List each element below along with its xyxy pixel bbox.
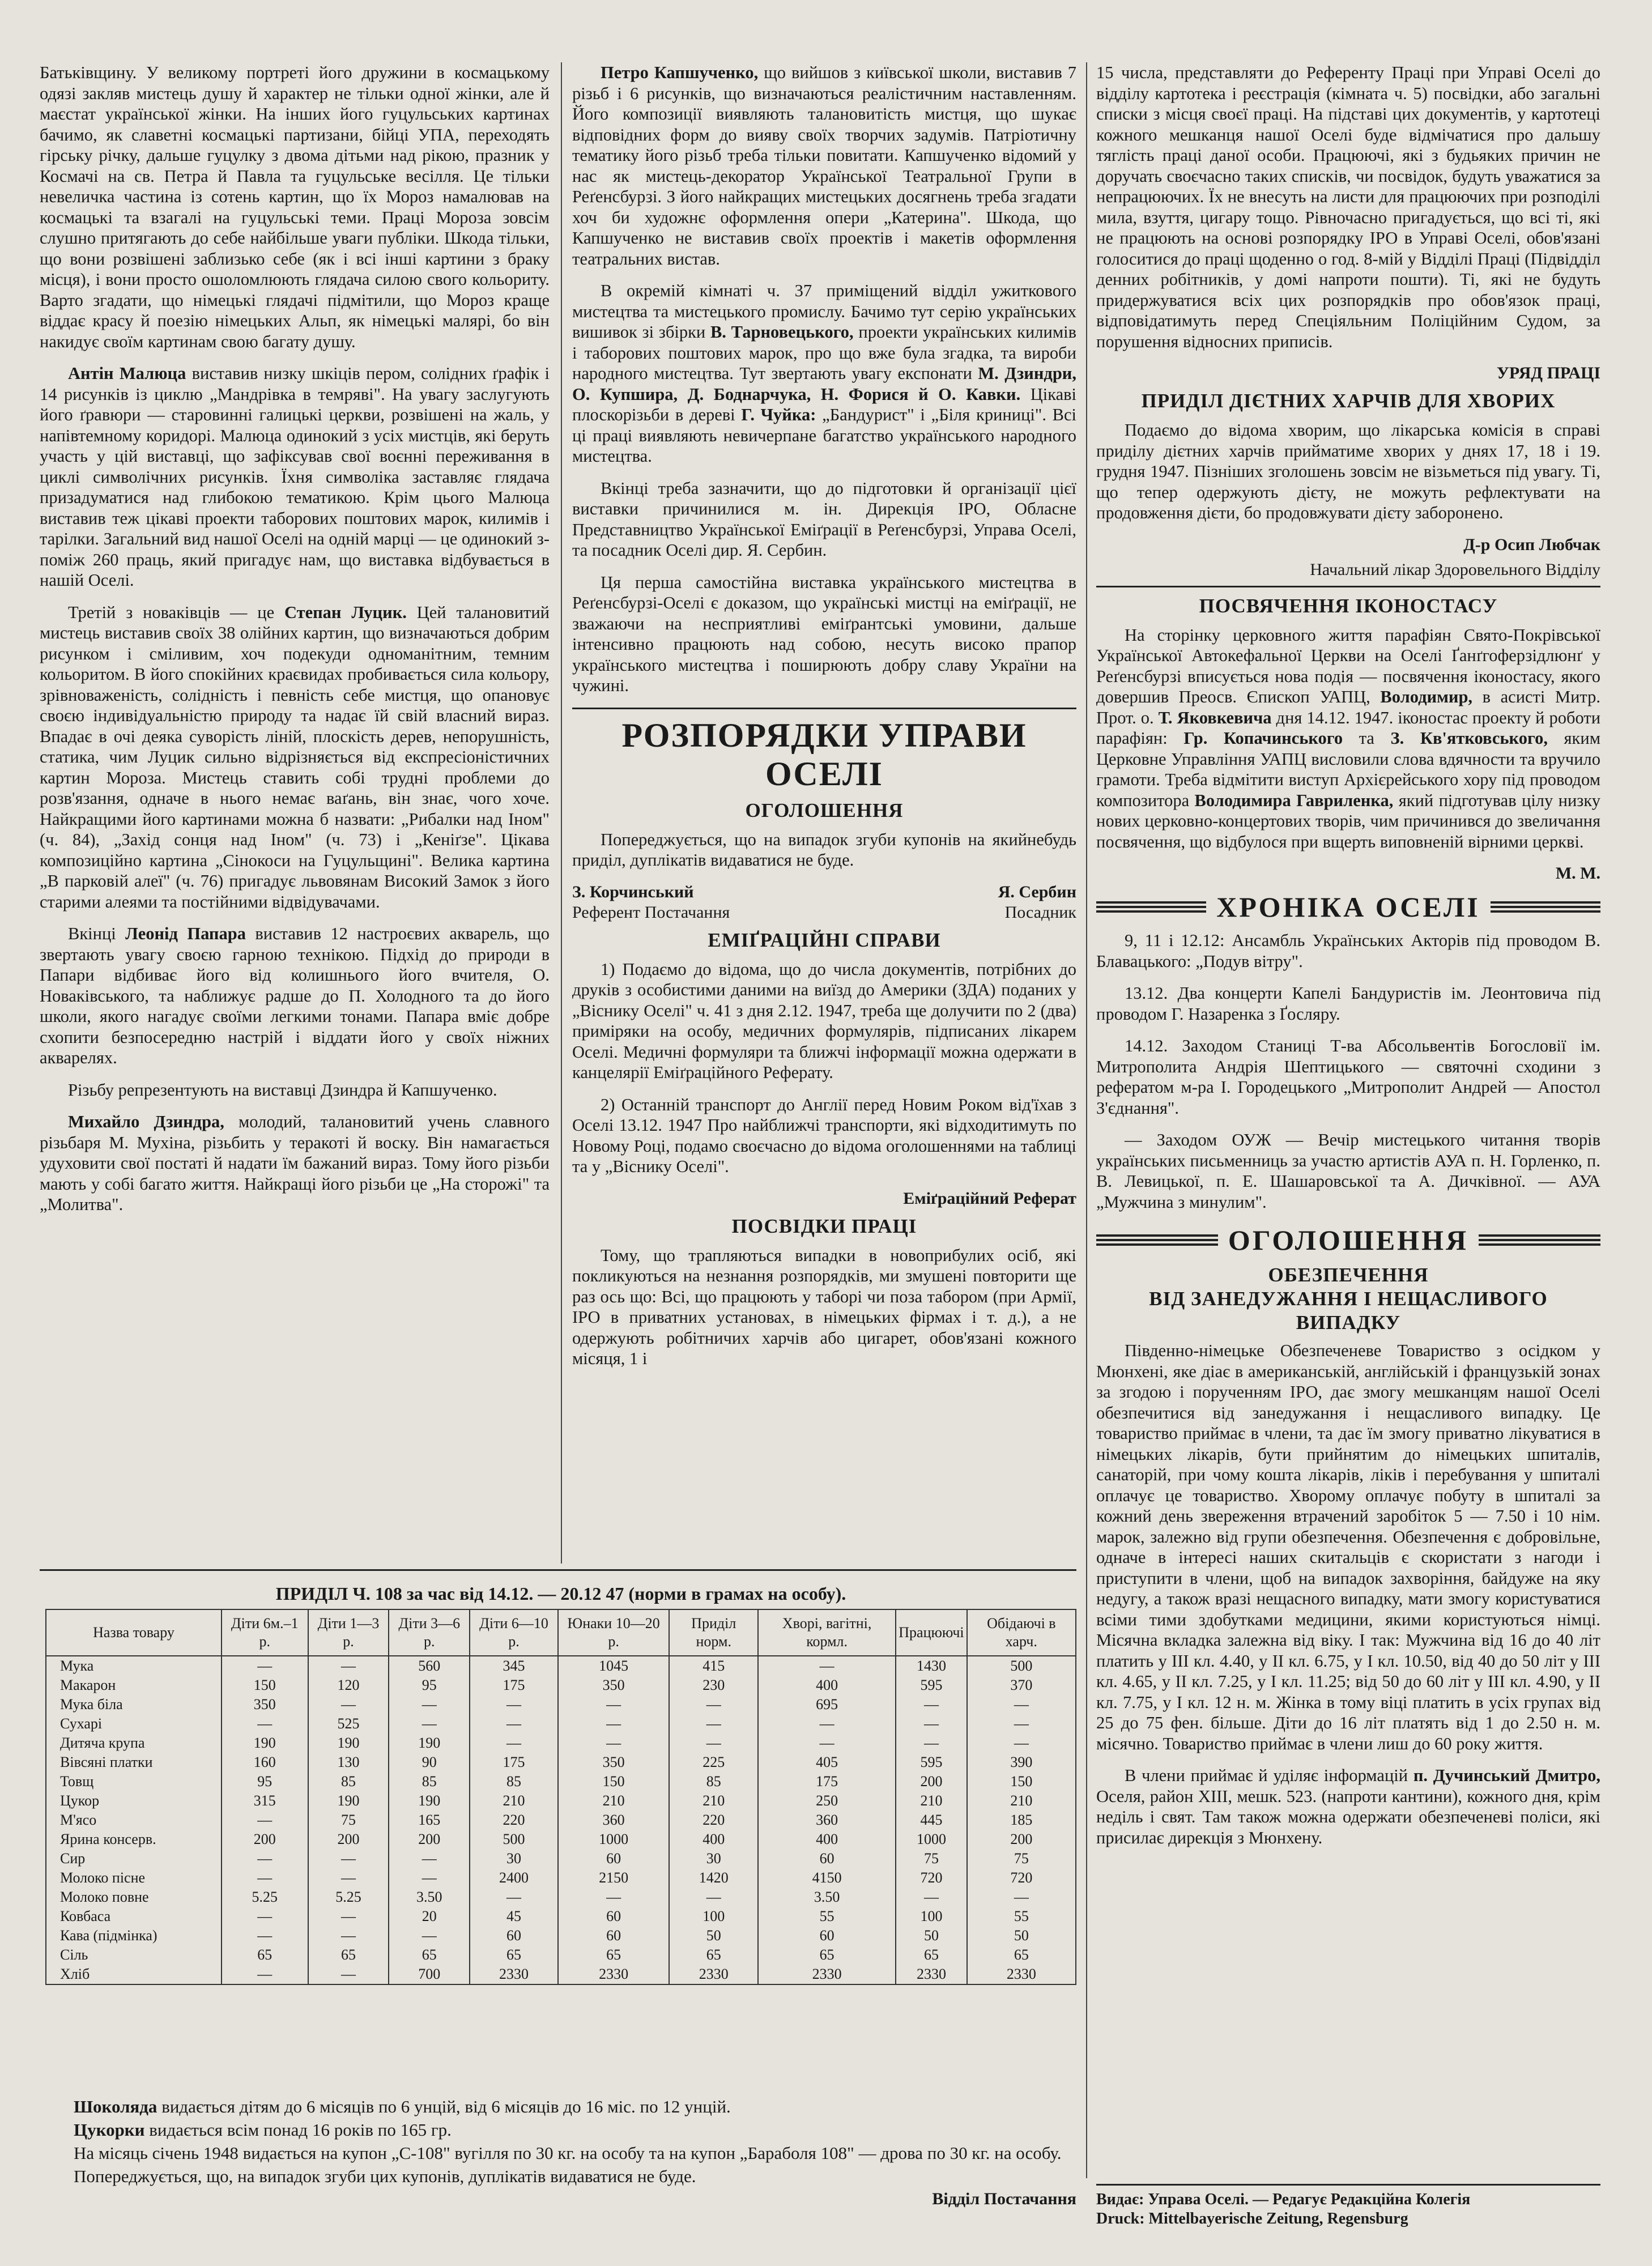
ration-cell: 60 — [558, 1907, 670, 1926]
banner-stripes — [1479, 1234, 1600, 1246]
product-name-cell: Дитяча крупа — [46, 1733, 222, 1753]
ration-cell: 60 — [758, 1926, 896, 1945]
banner-title: ОГОЛОШЕННЯ — [1228, 1224, 1469, 1256]
ration-cell: 45 — [470, 1907, 558, 1926]
table-row — [46, 1907, 1076, 1926]
article-paragraph: Різьбу репрезентують на виставці Дзиндра й Капшученко. — [68, 1080, 497, 1100]
product-name-cell: Ярина консерв. — [46, 1830, 222, 1849]
product-name-cell: Макарон — [46, 1676, 222, 1695]
ration-cell: — — [222, 1965, 308, 1984]
ration-cell: — — [308, 1849, 389, 1868]
column-2 — [572, 62, 1076, 1381]
table-row — [46, 1733, 1076, 1753]
ration-cell: — — [222, 1811, 308, 1830]
ration-cell: 60 — [558, 1849, 670, 1868]
ration-cell: — — [669, 1695, 758, 1714]
table-header-cell: Назва товару — [46, 1609, 222, 1656]
ration-cell: — — [389, 1926, 470, 1945]
table-title: ПРИДІЛ Ч. 108 за час від 14.12. — 20.12 47 (норми в грамах на особу). — [275, 1583, 846, 1604]
ration-cell: — — [308, 1926, 389, 1945]
artist-name: Петро Капшученко, — [601, 63, 759, 82]
ration-cell: 3.50 — [389, 1888, 470, 1907]
table-row — [46, 1849, 1076, 1868]
ration-cell: — — [558, 1888, 670, 1907]
announcement-paragraph: Тому, що трапляються випадки в новоприбулих осіб, які покликуються на незнання розпорядків, ми змушені повторити ще раз ось що: Всі, що працюють у таборі чи поза табором (при Армії, ІРО в приватних установах, в німецьких фірмах і т. д.), а не одержують робітничих харчів або цигарет, обов'язані кожного місяця, 1 і — [572, 1245, 1076, 1368]
ration-cell: 210 — [896, 1791, 966, 1811]
artist-name: Степан Луцик. — [284, 602, 407, 622]
product-name-cell: Хліб — [46, 1965, 222, 1984]
ration-cell: 1430 — [896, 1656, 966, 1676]
ration-cell: 1420 — [669, 1868, 758, 1888]
note-line: Попереджується, що, на випадок згуби цих купонів, дуплікатів видаватися не буде. — [74, 2166, 696, 2186]
table-row — [46, 1945, 1076, 1965]
table-row — [46, 1888, 1076, 1907]
section-title: ПОСВЯЧЕННЯ ІКОНОСТАСУ — [1199, 594, 1498, 617]
ration-cell: 50 — [967, 1926, 1076, 1945]
ration-cell: — — [558, 1714, 670, 1733]
table-header-cell: Діти 6—10 р. — [470, 1609, 558, 1656]
ration-cell: 95 — [222, 1772, 308, 1791]
ration-cell: 165 — [389, 1811, 470, 1830]
ration-cell: 720 — [967, 1868, 1076, 1888]
signature: М. М. — [1555, 864, 1600, 883]
ration-cell: — — [669, 1733, 758, 1753]
ad-paragraph: Південно-німецьке Обезпеченеве Товариство з осідком у Мюнхені, яке діає в американській, англійській і французькій зонах за згодою і порученням ІРО, дає змогу мешканцям нашої Оселі обезпечитися від занедужання і нещасливого випадку. Це товариство приймає в члени, та дає їм змогу приватно лікуватися в німецьких лікарів, бути прийнятим до німецьких шпиталів, санаторій, при чому кошта лікарів, ліків і перебування у шпиталі оплачує це товариство. Хворому оплачує побуту в шпиталі за кожний день звереження втрачений заробіток 5 — 7.50 і 10 нім. марок, залежно від групи обезпечення. Обезпечення є добровільне, одначе в інтересі наших скитальців є скористати з нагоди і приступити в члени, щоб на випадок захворіння, байдуже на яку недугу, а також вразі нещасного випадку, мати змогу користуватися всіми тими здобутками медицини, якими користуються німці. Місячна вкладка залежна від віку. І так: Мужчина від 16 до 40 літ платить у III кл. 4.40, у II кл. 6.75, у I кл. 10.50, від 40 до 50 літ у III кл. 4.65, у II кл. 7.25, у I кл. 11.25; від 50 до 60 літ у III кл. 4.90, у II кл. 7.75, у I кл. 12 н. м. Жінка в тому віці платить в усіх групах від 25 до 75 фен. більше. Діти до 16 літ платять від 1 до 2.50 н. м. місячно. Товариство приймає в члени лиш до 60 року життя. — [1096, 1341, 1600, 1753]
ration-cell: — — [222, 1656, 308, 1676]
ration-cell: — — [389, 1849, 470, 1868]
ration-cell: 60 — [758, 1849, 896, 1868]
ration-cell: 150 — [222, 1676, 308, 1695]
ration-cell: 210 — [967, 1791, 1076, 1811]
ration-cell: 175 — [470, 1676, 558, 1695]
ration-cell: 720 — [896, 1868, 966, 1888]
table-row — [46, 1714, 1076, 1733]
table-row — [46, 1695, 1076, 1714]
ration-cell: — — [967, 1695, 1076, 1714]
ration-cell: — — [222, 1907, 308, 1926]
note-line: Шоколяда видається дітям до 6 місяців по 6 унцій, від 6 місяців до 16 міс. по 12 унцій. — [74, 2097, 731, 2116]
table-body — [46, 1656, 1076, 1984]
table-top-rule — [40, 1569, 1076, 1571]
ration-cell: 190 — [389, 1791, 470, 1811]
table-row — [46, 1926, 1076, 1945]
ration-cell: 5.25 — [222, 1888, 308, 1907]
ration-cell: 160 — [222, 1753, 308, 1772]
ration-cell: 2330 — [470, 1965, 558, 1984]
ration-cell: — — [967, 1888, 1076, 1907]
ration-cell: — — [669, 1888, 758, 1907]
ration-cell: — — [222, 1926, 308, 1945]
product-name-cell: М'ясо — [46, 1811, 222, 1830]
product-name-cell: Сир — [46, 1849, 222, 1868]
ration-cell: 1045 — [558, 1656, 670, 1676]
ration-cell: 350 — [558, 1753, 670, 1772]
section-divider — [572, 708, 1076, 709]
ration-cell: 400 — [758, 1676, 896, 1695]
column-divider — [1086, 62, 1087, 2178]
ration-cell: 75 — [308, 1811, 389, 1830]
product-name-cell: Вівсяні платки — [46, 1753, 222, 1772]
banner-title: ХРОНІКА ОСЕЛІ — [1216, 891, 1480, 923]
table-row — [46, 1965, 1076, 1984]
ration-cell: 150 — [558, 1772, 670, 1791]
product-name-cell: Сіль — [46, 1945, 222, 1965]
article-paragraph: Вкінці треба зазначити, що до підготовки й організації цієї виставки причинилися м. ін. Дирекція ІРО, Обласне Представництво Української Еміґрації в Реґенсбурзі, Управа Оселі, та посадник Оселі дир. Я. Сербин. — [572, 478, 1076, 560]
ration-cell: 90 — [389, 1753, 470, 1772]
ration-cell: 210 — [558, 1791, 670, 1811]
ration-cell: 350 — [558, 1676, 670, 1695]
ration-cell: 185 — [967, 1811, 1076, 1830]
article-paragraph: Ця перша самостійна виставка українського мистецтва в Реґенсбурзі-Оселі є доказом, що українські мистці на еміґрації, не зважаючи на несприятливі еміґрантські умовини, дальше інтенсивно працюють над собою, несуть високо прапор українського мистецтва і поширюють добру славу України на чужині. — [572, 572, 1076, 695]
announcement-paragraph: 2) Останній транспорт до Англії перед Новим Роком від'їхав з Оселі 13.12. 1947 Про найближчі транспорти, які відходитимуть по Новому Році, подамо своєчасно до відома оголошеннями на таблиці та у „Віснику Оселі". — [572, 1094, 1076, 1176]
ration-cell: 65 — [308, 1945, 389, 1965]
announcement-paragraph: 1) Подаємо до відома, що до числа документів, потрібних до друків з особистими даними на виїзд до Америки (ЗДА) поданих у „Віснику Оселі" ч. 41 з дня 2.12. 1947, треба ще долучити по 2 (два) приміряки на особу, медичних формулярів, підписаних лікарем Оселі. Медичні формуляри та ближчі інформації можна одержати в канцелярії Еміґраційного Реферату. — [572, 959, 1076, 1082]
imprint — [1096, 2184, 1600, 2229]
ration-cell: — — [758, 1714, 896, 1733]
ration-cell: — — [470, 1714, 558, 1733]
ration-cell: — — [558, 1733, 670, 1753]
artist-name: Леонід Папара — [125, 924, 246, 943]
product-name-cell: Молоко пісне — [46, 1868, 222, 1888]
section-title: ОГОЛОШЕННЯ — [745, 799, 904, 821]
article-paragraph: На сторінку церковного життя парафіян Свято-Покрівської Української Автокефальної Церкви на Оселі Ґанґгоферзідлюнґ у Реґенсбурзі вписується нова подія — посвячення іконостасу, якого довершив Преосв. Єпископ УАПЦ, Володимир, в асисті Митр. Прот. о. Т. Яковкевича дня 14.12. 1947. іконостас проекту й роботи парафіян: Гр. Копачинського та З. Кв'ятковського, яким Церковне Управління УАПЦ висловили слова вдячности та вручило грамоти. Треба відмітити виступ Архієрейського хору під проводом композитора Володимира Гавриленка, який підготував цілу низку нових церковно-концертових творів, чим причинився до звеличання посвячення, що відбулося при вщерть виповненій вірними церкві. — [1096, 625, 1601, 851]
table-row — [46, 1830, 1076, 1849]
ration-cell: 55 — [758, 1907, 896, 1926]
ration-cell: 190 — [389, 1733, 470, 1753]
table-header-cell: Обідаючі в харч. — [967, 1609, 1076, 1656]
product-name-cell: Цукор — [46, 1791, 222, 1811]
table-row — [46, 1791, 1076, 1811]
ration-cell: 190 — [308, 1791, 389, 1811]
ration-cell: — — [470, 1695, 558, 1714]
ration-cell: — — [758, 1733, 896, 1753]
table-header-cell: Діти 6м.–1 р. — [222, 1609, 308, 1656]
ration-cell: 2400 — [470, 1868, 558, 1888]
banner-stripes — [1096, 1234, 1218, 1246]
ration-table-block — [45, 1583, 1076, 1985]
ration-cell: 85 — [669, 1772, 758, 1791]
ration-cell: 100 — [896, 1907, 966, 1926]
ration-cell: 400 — [758, 1830, 896, 1849]
product-name-cell: Ковбаса — [46, 1907, 222, 1926]
note-line: На місяць січень 1948 видається на купон „С-108" вугілля по 30 кг. на особу та на купон „Бараболя 108" — дрова по 30 кг. на особу. — [74, 2143, 1062, 2163]
signature: УРЯД ПРАЦІ — [1496, 364, 1600, 382]
imprint-line: Druck: Mittelbayerische Zeitung, Regensburg — [1096, 2210, 1408, 2227]
ration-cell: 60 — [470, 1926, 558, 1945]
ration-cell: 30 — [669, 1849, 758, 1868]
ration-cell: 200 — [389, 1830, 470, 1849]
product-name-cell: Мука біла — [46, 1695, 222, 1714]
table-header-cell: Працюючі — [896, 1609, 966, 1656]
ration-cell: 595 — [896, 1753, 966, 1772]
ration-cell: — — [896, 1714, 966, 1733]
article-paragraph: В окремій кімнаті ч. 37 приміщений відділ ужиткового мистецтва та мистецького промислу. Бачимо тут серію українських вишивок зі збірки В. Тарновецького, проекти українських килимів і таборових поштових марок, про що вже була згадка, та вироби народного мистецтва. Тут звертають увагу експонати М. Дзиндри, О. Купшира, Д. Боднарчука, Н. Форися й О. Кавки. Цікаві плоскорізьби в дереві Г. Чуйка: „Бандурист" і „Біля криниці". Всі ці праці виявляють невичерпане багатство українського народного мистецтва. — [572, 281, 1077, 466]
ration-cell: 3.50 — [758, 1888, 896, 1907]
ration-cell: 2150 — [558, 1868, 670, 1888]
ration-cell: 360 — [558, 1811, 670, 1830]
ration-cell: — — [896, 1888, 966, 1907]
ration-cell: 250 — [758, 1791, 896, 1811]
ration-cell: 55 — [967, 1907, 1076, 1926]
ration-cell: 150 — [967, 1772, 1076, 1791]
ration-cell: 50 — [669, 1926, 758, 1945]
section-headline: РОЗПОРЯДКИ УПРАВИ ОСЕЛІ — [621, 716, 1027, 793]
ration-cell: 415 — [669, 1656, 758, 1676]
ration-cell: 695 — [758, 1695, 896, 1714]
ration-cell: 65 — [389, 1945, 470, 1965]
ration-cell: 175 — [470, 1753, 558, 1772]
table-row — [46, 1868, 1076, 1888]
chronicle-item: — Заходом ОУЖ — Вечір мистецького читання творів українських письменниць за участю артистів АУА п. Н. Горленко, п. В. Левицької, п. Е. Шашаровської та А. Дичківної. — АУА „Мужчина з минулим". — [1096, 1130, 1600, 1212]
chronicle-item: 13.12. Два концерти Капелі Бандуристів ім. Леонтовича під проводом Г. Назаренка з Ґосляру. — [1096, 983, 1600, 1024]
ration-cell: — — [758, 1656, 896, 1676]
ad-title: ОБЕЗПЕЧЕННЯ — [1268, 1264, 1429, 1286]
announcement-paragraph: Попереджується, що на випадок згуби купонів на якийнебудь приділ, дуплікатів видаватися не буде. — [572, 829, 1076, 870]
ration-cell: — — [308, 1695, 389, 1714]
banner-stripes — [1096, 901, 1206, 913]
ration-cell: 50 — [896, 1926, 966, 1945]
ration-cell: 220 — [669, 1811, 758, 1830]
ad-paragraph: В члени приймає й уділяє інформацій п. Дучинський Дмитро, Оселя, район XIII, мешк. 523. (напроти кантини), кожного дня, крім неділь і свят. Там також можна одержати обезпеченеві поліси, які присилає дирекція з Мюнхену. — [1096, 1766, 1600, 1847]
ration-cell: 2330 — [669, 1965, 758, 1984]
table-row — [46, 1772, 1076, 1791]
ration-cell: 65 — [558, 1945, 670, 1965]
ration-cell: — — [967, 1714, 1076, 1733]
ration-cell: 500 — [470, 1830, 558, 1849]
ration-cell: 595 — [896, 1676, 966, 1695]
ration-cell: 65 — [967, 1945, 1076, 1965]
ration-cell: 315 — [222, 1791, 308, 1811]
product-name-cell: Кава (підмінка) — [46, 1926, 222, 1945]
ration-cell: 85 — [308, 1772, 389, 1791]
ration-cell: 130 — [308, 1753, 389, 1772]
ration-cell: 390 — [967, 1753, 1076, 1772]
ration-cell: — — [558, 1695, 670, 1714]
table-header-cell: Приділ норм. — [669, 1609, 758, 1656]
chronicle-item: 9, 11 і 12.12: Ансамбль Українських Акторів під проводом В. Блавацького: „Подув вітру". — [1096, 931, 1600, 971]
ration-cell: — — [896, 1733, 966, 1753]
ration-cell: 190 — [222, 1733, 308, 1753]
ration-cell: — — [389, 1695, 470, 1714]
signature-role: Начальний лікар Здоровельного Відділу — [1310, 560, 1600, 579]
chronicle-banner — [1096, 891, 1600, 923]
signature: Відділ Постачання — [932, 2190, 1076, 2208]
ration-cell: 65 — [758, 1945, 896, 1965]
announcements-banner — [1096, 1224, 1600, 1256]
article-paragraph: Антін Малюца виставив низку шкіців пером, солідних ґрафік і 14 рисунків із циклю „Мандрівка в темряві". На увагу заслугують його ґравюри — старовинні галицькі церкви, розвішені на жаль, у напівтемному коридорі. Малюца одинокий з усіх мистців, які беруть участь у цій виставці, що зафіксував свої воєнні переживання в циклі символічних рисунків. Їхня символіка заставляє глядача призадуматися над глибокою тематикою. Крім цього Малюца виставив теж цікаві проекти таборових поштових марок, килимів і тарілки. Загальний вид нашої Оселі на одній марці — це одинокий з-поміж 260 праць, який пригадує нам, що виставка відбувається в нашій Оселі. — [40, 364, 550, 590]
ration-table — [45, 1609, 1076, 1985]
article-paragraph: Михайло Дзиндра, молодий, талановитий учень славного різьбаря М. Мухіна, різьбить у теракоті й воску. Він намагається удуховити свої постаті й надати їм бажаний вираз. Тому його різьби мають у собі багато життя. Найкращі його різьби це „На сторожі" та „Молитва". — [40, 1112, 550, 1214]
ration-cell: 65 — [222, 1945, 308, 1965]
artist-name: Михайло Дзиндра, — [68, 1112, 224, 1131]
banner-stripes — [1491, 901, 1600, 913]
ration-cell: 65 — [896, 1945, 966, 1965]
chronicle-item: 14.12. Заходом Станиці Т-ва Абсольвентів Богословії ім. Митрополита Андрія Шептицького — святочні сходини з рефератом м-ра І. Городецького „Митрополит Андрей — Апостол З'єднання". — [1096, 1036, 1600, 1118]
table-header-cell: Хворі, вагітні, кормл. — [758, 1609, 896, 1656]
ration-cell: 75 — [896, 1849, 966, 1868]
table-header-cell: Юнаки 10—20 р. — [558, 1609, 670, 1656]
ration-cell: — — [669, 1714, 758, 1733]
table-row — [46, 1676, 1076, 1695]
column-divider — [561, 62, 562, 1564]
ration-cell: — — [308, 1656, 389, 1676]
ration-cell: — — [308, 1907, 389, 1926]
ration-cell: 1000 — [558, 1830, 670, 1849]
signature: Д-р Осип Любчак — [1463, 535, 1600, 554]
table-row — [46, 1656, 1076, 1676]
ration-cell: — — [470, 1733, 558, 1753]
ration-cell: 560 — [389, 1656, 470, 1676]
table-row — [46, 1811, 1076, 1830]
ration-cell: 230 — [669, 1676, 758, 1695]
table-header-row — [46, 1609, 1076, 1656]
ration-cell: 100 — [669, 1907, 758, 1926]
ration-cell: 175 — [758, 1772, 896, 1791]
ration-cell: 200 — [308, 1830, 389, 1849]
ration-cell: 5.25 — [308, 1888, 389, 1907]
ration-cell: 445 — [896, 1811, 966, 1830]
ration-cell: 200 — [222, 1830, 308, 1849]
ration-cell: 360 — [758, 1811, 896, 1830]
artist-name: Антін Малюца — [68, 364, 186, 383]
ration-cell: 2330 — [758, 1965, 896, 1984]
ration-cell: — — [389, 1868, 470, 1888]
product-name-cell: Товщ — [46, 1772, 222, 1791]
ration-cell: 65 — [669, 1945, 758, 1965]
article-paragraph: Батьківщину. У великому портреті його дружини в космацькому одязі закляв мистець душу й характер не тільки одної жінки, але й маєстат української жінки. На інших його гуцульських картинах бачимо, як славетні космацькі партизани, бійці УПА, переходять гірську річку, дальше гуцулку з двома дітьми над рікою, празник у Космачі на св. Петра й Павла та гуцульське весілля. Це тільки невеличка частина із сотень картин, що їх Мороз намалював на космацькі та взагалі на гуцульські теми. Праці Мороза зовсім слушно притягають до себе найбільше уваги публіки. Шкода тільки, що вони розвішені заблизько себе (як і всі інші картини з браку місця), і вони просто ошоломлюють глядача силою свого кольориту. Варто згадати, що німецькі глядачі підмітили, що Мороз краще віддає красу й поезію німецьких Альп, як німецькі малярі, бо він накидує своїм картинам свою багату душу. — [40, 63, 550, 351]
ration-cell: 400 — [669, 1830, 758, 1849]
ration-cell: — — [896, 1695, 966, 1714]
ration-cell: 2330 — [558, 1965, 670, 1984]
article-paragraph: Третій з новаківців — це Степан Луцик. Цей талановитий мистець виставив своїх 38 олійних картин, що визначаються добрим рисунком і сміливим, хоч подекуди одноманітним, темним кольоритом. В його спокійних краєвидах пробивається сила кольору, зрівноваженість, солідність і певність себе мистця, що опановує своєю індивідуальністю природу та надає їй свій власний вираз. Впадає в очі деяка суворість ліній, плоскість дерев, непорушність, статика, чим Луцик сильно відрізняється від експресіоністичних картин Мороза. Мистець ставить собі трудні проблеми до розв'язання, одначе в нього немає ваґань, він знає, чого хоче. Найкращими його картинами можна б назвати: „Рибалки над Іном" (ч. 84), „Захід сонця над Іном" (ч. 73) і „Кеніґзе". Цікава композиційно картина „Сінокоси на Гуцульщині". Велика картина „В парковій алеї" (ч. 76) пригадує львовянам Високий Замок з його старими алеями та постійними відвідувачами. — [40, 602, 550, 911]
ration-cell: 4150 — [758, 1868, 896, 1888]
ration-cell: 200 — [967, 1830, 1076, 1849]
ration-cell: 1000 — [896, 1830, 966, 1849]
ration-cell: 220 — [470, 1811, 558, 1830]
ration-cell: 65 — [470, 1945, 558, 1965]
ration-cell: 95 — [389, 1676, 470, 1695]
article-paragraph: Петро Капшученко, що вийшов з київської школи, виставив 7 різьб і 6 рисунків, що визначаються реалістичним наставленням. Його композиції виявляють талановитість мистця, що шукає відповідних форм до вияву своїх творчих задумів. Патріотичну тематику його різьб треба тільки повитати. Капшученко відомий у нас як мистець-декоратор Української Театральної Групи в Реґенсбурзі. З його найкращих мистецьких досягнень треба згадати хоч би художнє оформлення опери „Катерина". Шкода, що Капшученко не виставив своїх проектів і макетів оформлення театральних вистав. — [572, 63, 1076, 269]
signature-row: З. Корчинський Я. Сербин — [572, 882, 1076, 901]
ration-cell: 370 — [967, 1676, 1076, 1695]
ration-cell: — — [967, 1733, 1076, 1753]
signature: Еміґраційний Реферат — [903, 1189, 1076, 1208]
ration-notes — [45, 2096, 1076, 2214]
ration-cell: 345 — [470, 1656, 558, 1676]
announcement-paragraph: 15 числа, представляти до Референту Праці при Управі Оселі до відділу картотека і реєстрація (кімната ч. 5) посвідки, або загальні списки з місця своєї праці. На підставі цих документів, у картотеці кожного мешканця нашої Оселі буде відмічатися про дальшу тяглість праці даної особи. Працюючі, які з будьяких причин не доручать своєчасно таких списків, чи посвідок, будуть уважатися за непрацюючих. Їх не внесуть на листи для працюючих при розподілі мила, взуття, цигару тощо. Рівночасно пригадується, що всі ті, які не працюють на основі розпорядку ІРО в Управі Оселі, обов'язані голоситися до праці щоденно о год. 8-мій у Відділі Праці (Підвідділ денних робітників, у домі напроти пошти). Ті, які не будуть придержуватися всіх цих розпорядків про обов'язок праці, відповідатимуть перед Спеціяльним Поліційним Судом, за порушення відносних приписів. — [1096, 63, 1600, 351]
section-title: ЕМІҐРАЦІЙНІ СПРАВИ — [708, 928, 941, 951]
product-name-cell: Мука — [46, 1656, 222, 1676]
ration-cell: 210 — [669, 1791, 758, 1811]
column-3 — [1096, 62, 1600, 1859]
table-header-cell: Діти 3—6 р. — [389, 1609, 470, 1656]
ration-cell: 525 — [308, 1714, 389, 1733]
ration-cell: 30 — [470, 1849, 558, 1868]
ration-cell: 200 — [896, 1772, 966, 1791]
ration-cell: 350 — [222, 1695, 308, 1714]
ration-cell: 20 — [389, 1907, 470, 1926]
ration-cell: 60 — [558, 1926, 670, 1945]
table-header-cell: Діти 1—3 р. — [308, 1609, 389, 1656]
section-divider — [1096, 586, 1600, 587]
ration-cell: 2330 — [967, 1965, 1076, 1984]
ration-cell: 2330 — [896, 1965, 966, 1984]
ration-cell: 225 — [669, 1753, 758, 1772]
ad-subtitle: ВІД ЗАНЕДУЖАННЯ І НЕЩАСЛИВОГО ВИПАДКУ — [1149, 1288, 1548, 1334]
ration-cell: 405 — [758, 1753, 896, 1772]
ration-cell: 700 — [389, 1965, 470, 1984]
announcement-paragraph: Подаємо до відома хворим, що лікарська комісія в справі приділу дієтних харчів прийматиме хворих у днях 17, 18 і 19. грудня 1947. Пізніших зголошень зовсім не візьметься під увагу. Ті, що тепер одержують дієту, не можуть рефлектувати на продовження дієти, бо продовжувати дієту заборонено. — [1096, 420, 1600, 522]
ration-cell: 85 — [389, 1772, 470, 1791]
section-title: ПОСВІДКИ ПРАЦІ — [731, 1215, 917, 1237]
ration-cell: 190 — [308, 1733, 389, 1753]
ration-cell: — — [308, 1868, 389, 1888]
ration-cell: — — [389, 1714, 470, 1733]
ration-cell: — — [308, 1965, 389, 1984]
article-paragraph: Вкінці Леонід Папара виставив 12 настроєвих акварель, що звертають увагу своєю гарною технікою. Підхід до природи в Папари відбиває його від колишнього його вчителя, О. Новаківського, та наближує радше до П. Холодного та до його школи, якого нагадує своїми легкими тонами. Папара вміє добре схопити безпосередню настрій і віддати його у своїх ніжних акварелях. — [40, 924, 550, 1067]
ration-cell: 500 — [967, 1656, 1076, 1676]
imprint-line: Видає: Управа Оселі. — Редагує Редакційна Колегія — [1096, 2191, 1471, 2208]
note-line: Цукорки видається всім понад 16 років по 165 гр. — [74, 2120, 452, 2140]
ration-cell: 85 — [470, 1772, 558, 1791]
ration-cell: 120 — [308, 1676, 389, 1695]
signature-row: Референт Постачання Посадник — [572, 902, 1076, 922]
ration-cell: — — [470, 1888, 558, 1907]
ration-cell: — — [222, 1849, 308, 1868]
column-1 — [40, 62, 550, 1226]
ration-cell: 210 — [470, 1791, 558, 1811]
product-name-cell: Сухарі — [46, 1714, 222, 1733]
section-title: ПРИДІЛ ДІЄТНИХ ХАРЧІВ ДЛЯ ХВОРИХ — [1141, 390, 1556, 412]
product-name-cell: Молоко повне — [46, 1888, 222, 1907]
table-row — [46, 1753, 1076, 1772]
ration-cell: — — [222, 1714, 308, 1733]
ration-cell: — — [222, 1868, 308, 1888]
ration-cell: 75 — [967, 1849, 1076, 1868]
